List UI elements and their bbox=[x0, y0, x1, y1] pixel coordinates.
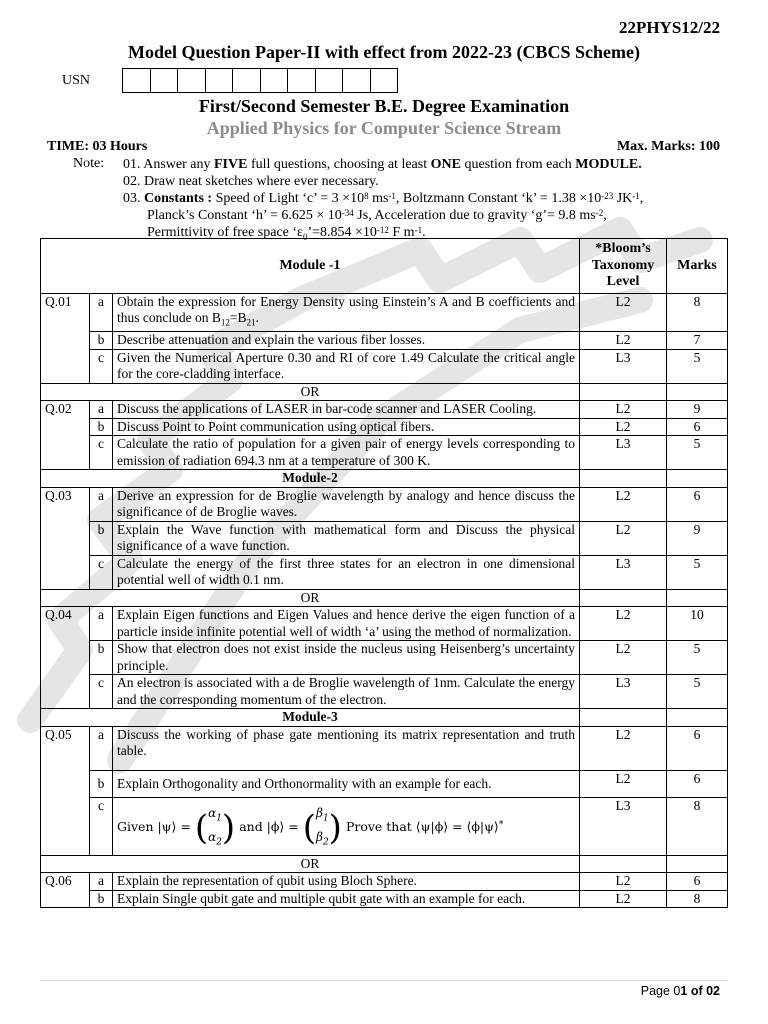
marks: 10 bbox=[667, 607, 728, 641]
or-label: OR bbox=[41, 383, 580, 401]
table-row bbox=[41, 641, 728, 675]
table-row bbox=[41, 418, 728, 436]
usn-boxes bbox=[122, 68, 398, 93]
question-text: Explain the Wave function with mathematical form and Discuss the physical significance of a wave function. bbox=[113, 521, 580, 555]
marks: 6 bbox=[667, 726, 728, 770]
question-math bbox=[113, 798, 580, 856]
question-number: Q.05 bbox=[41, 726, 90, 855]
marks: 6 bbox=[667, 418, 728, 436]
usn-label: USN bbox=[62, 72, 91, 88]
question-text: Calculate the ratio of population for a given pair of energy levels corresponding to emission of radiation 694.3 nm at a temperature of 300 K. bbox=[113, 436, 580, 470]
question-text: Discuss the working of phase gate mentioning its matrix representation and truth table. bbox=[113, 726, 580, 770]
bloom-level: L3 bbox=[580, 675, 667, 709]
bloom-level: L3 bbox=[580, 436, 667, 470]
notes bbox=[123, 156, 723, 246]
marks: 5 bbox=[667, 436, 728, 470]
question-number: Q.02 bbox=[41, 401, 90, 470]
or-row bbox=[41, 589, 728, 607]
note-3: 03. Constants : Speed of Light ‘c’ = $3 \times 10^8$ $ms^{-1}$, Boltzmann Constant ‘k’ = $1.38 \times 10^{-23}$ $JK^{-1}$, bbox=[123, 191, 644, 206]
bloom-level: L2 bbox=[580, 890, 667, 908]
marks: 5 bbox=[667, 675, 728, 709]
footer-divider bbox=[40, 980, 728, 981]
sub-label: c bbox=[90, 675, 113, 709]
question-text: Explain Single qubit gate and multiple qubit gate with an example for each. bbox=[113, 890, 580, 908]
table-row bbox=[41, 675, 728, 709]
table-header bbox=[41, 239, 728, 294]
marks: 5 bbox=[667, 555, 728, 589]
sub-label: a bbox=[90, 607, 113, 641]
question-text: Derive an expression for de Broglie wavelength by analogy and hence discuss the significance of de Broglie waves. bbox=[113, 487, 580, 521]
marks: 8 bbox=[667, 293, 728, 332]
question-text: An electron is associated with a de Broglie wavelength of 1nm. Calculate the energy and the corresponding momentum of the electron. bbox=[113, 675, 580, 709]
bloom-level: L2 bbox=[580, 607, 667, 641]
phi-vector: ( $\beta_1$ $\beta_2$ ) bbox=[302, 806, 342, 848]
question-number: Q.01 bbox=[41, 293, 90, 383]
table-row bbox=[41, 487, 728, 521]
usn-box bbox=[151, 69, 179, 92]
sub-label: c bbox=[90, 349, 113, 383]
marks: 6 bbox=[667, 873, 728, 891]
page-number: Page 01 of 02 bbox=[640, 984, 720, 998]
usn-box bbox=[206, 69, 234, 92]
max-marks: Max. Marks: 100 bbox=[616, 139, 720, 154]
or-label: OR bbox=[41, 855, 580, 873]
marks: 7 bbox=[667, 332, 728, 350]
marks-header: Marks bbox=[667, 239, 728, 294]
exam-title: First/Second Semester B.E. Degree Examination bbox=[198, 96, 570, 116]
sub-label: b bbox=[90, 418, 113, 436]
bloom-level: L2 bbox=[580, 726, 667, 770]
bloom-level: L2 bbox=[580, 641, 667, 675]
usn-box bbox=[316, 69, 344, 92]
question-text: Given the Numerical Aperture 0.30 and RI of core 1.49 Calculate the critical angle for the core-cladding interface. bbox=[113, 349, 580, 383]
note-1: 01. Answer any FIVE full questions, choosing at least ONE question from each MODULE. bbox=[123, 157, 642, 172]
sub-label: c bbox=[90, 555, 113, 589]
table-row bbox=[41, 401, 728, 419]
marks: 5 bbox=[667, 349, 728, 383]
marks: 9 bbox=[667, 521, 728, 555]
or-label: OR bbox=[41, 589, 580, 607]
marks: 6 bbox=[667, 770, 728, 798]
bloom-level: L2 bbox=[580, 521, 667, 555]
sub-label: b bbox=[90, 641, 113, 675]
note-3-line-2: Planck’s Constant ‘h’ = $6.625 \times 10^{-34}$ Js, Acceleration due to gravity ‘g’= 9.8 $ms^{-2}$, bbox=[147, 208, 607, 223]
table-row bbox=[41, 798, 728, 856]
sub-label: a bbox=[90, 726, 113, 770]
paper-code: 22PHYS12/22 bbox=[618, 18, 720, 37]
exam-time: TIME: 03 Hours bbox=[47, 139, 148, 154]
usn-box bbox=[288, 69, 316, 92]
marks: 8 bbox=[667, 890, 728, 908]
usn-box bbox=[343, 69, 371, 92]
question-text: Calculate the energy of the first three states for an electron in one dimensional potential well of width 0.1 nm. bbox=[113, 555, 580, 589]
question-text: Obtain the expression for Energy Density using Einstein’s A and B coefficients and thus conclude on $B_{12}=B_{21}$. bbox=[113, 293, 580, 332]
bloom-level: L3 bbox=[580, 349, 667, 383]
note-3-line-3: Permittivity of free space ‘$\varepsilon_0’=8.854 \times 10^{-12}$ F $m^{-1}$. bbox=[147, 225, 426, 242]
sub-label: b bbox=[90, 770, 113, 798]
bloom-level: L2 bbox=[580, 293, 667, 332]
math-expression: Given |ψ⟩ = ( $\alpha_1$ $\alpha_2$ ) and |ϕ⟩ = ( $\beta_1$ $\beta_2$ ) Prove that ⟨ψ|ϕ⟩ = ⟨ϕ|ψ⟩* bbox=[117, 798, 503, 855]
table-row bbox=[41, 555, 728, 589]
table-row bbox=[41, 873, 728, 891]
sub-label: a bbox=[90, 487, 113, 521]
psi-vector: ( $\alpha_1$ $\alpha_2$ ) bbox=[194, 806, 236, 848]
usn-box bbox=[261, 69, 289, 92]
sub-label: a bbox=[90, 293, 113, 332]
usn-field bbox=[62, 68, 398, 93]
question-text: Show that electron does not exist inside the nucleus using Heisenberg’s uncertainty principle. bbox=[113, 641, 580, 675]
question-number: Q.04 bbox=[41, 607, 90, 709]
bloom-level: L2 bbox=[580, 770, 667, 798]
bloom-level: L2 bbox=[580, 873, 667, 891]
table-row bbox=[41, 890, 728, 908]
bloom-level: L2 bbox=[580, 332, 667, 350]
marks: 9 bbox=[667, 401, 728, 419]
table-row bbox=[41, 332, 728, 350]
question-table bbox=[40, 238, 728, 908]
table-row bbox=[41, 349, 728, 383]
module-3-heading: Module-3 bbox=[41, 709, 580, 727]
bloom-level: L2 bbox=[580, 401, 667, 419]
sub-label: c bbox=[90, 798, 113, 856]
or-row bbox=[41, 383, 728, 401]
or-row bbox=[41, 855, 728, 873]
table-row bbox=[41, 607, 728, 641]
question-number: Q.06 bbox=[41, 873, 90, 908]
usn-box bbox=[233, 69, 261, 92]
sub-label: b bbox=[90, 890, 113, 908]
module-row bbox=[41, 470, 728, 488]
sub-label: b bbox=[90, 521, 113, 555]
question-text: Discuss Point to Point communication using optical fibers. bbox=[113, 418, 580, 436]
usn-box bbox=[123, 69, 151, 92]
sub-label: a bbox=[90, 401, 113, 419]
table-row bbox=[41, 436, 728, 470]
question-number: Q.03 bbox=[41, 487, 90, 589]
paper-title: Model Question Paper-II with effect from 2022-23 (CBCS Scheme) bbox=[128, 42, 640, 62]
table-row bbox=[41, 521, 728, 555]
table-row bbox=[41, 770, 728, 798]
module-1-heading: Module -1 bbox=[41, 239, 580, 294]
marks: 5 bbox=[667, 641, 728, 675]
marks: 8 bbox=[667, 798, 728, 856]
question-text: Discuss the applications of LASER in bar-code scanner and LASER Cooling. bbox=[113, 401, 580, 419]
question-text: Explain the representation of qubit using Bloch Sphere. bbox=[113, 873, 580, 891]
module-row bbox=[41, 709, 728, 727]
bloom-level: L3 bbox=[580, 798, 667, 856]
table-row bbox=[41, 293, 728, 332]
note-label: Note: bbox=[73, 156, 105, 171]
usn-box bbox=[371, 69, 398, 92]
module-2-heading: Module-2 bbox=[41, 470, 580, 488]
subject-title: Applied Physics for Computer Science Stream bbox=[206, 118, 562, 138]
bloom-level: L3 bbox=[580, 555, 667, 589]
bloom-header: *Bloom’s Taxonomy Level bbox=[580, 239, 667, 294]
sub-label: c bbox=[90, 436, 113, 470]
note-2: 02. Draw neat sketches where ever necessary. bbox=[123, 174, 379, 189]
sub-label: b bbox=[90, 332, 113, 350]
question-text: Describe attenuation and explain the various fiber losses. bbox=[113, 332, 580, 350]
question-text: Explain Eigen functions and Eigen Values and hence derive the eigen function of a particle inside infinite potential well of width ‘a’ using the method of normalization. bbox=[113, 607, 580, 641]
table-row bbox=[41, 726, 728, 770]
sub-label: a bbox=[90, 873, 113, 891]
usn-box bbox=[178, 69, 206, 92]
question-text: Explain Orthogonality and Orthonormality with an example for each. bbox=[113, 770, 580, 798]
marks: 6 bbox=[667, 487, 728, 521]
bloom-level: L2 bbox=[580, 487, 667, 521]
bloom-level: L2 bbox=[580, 418, 667, 436]
